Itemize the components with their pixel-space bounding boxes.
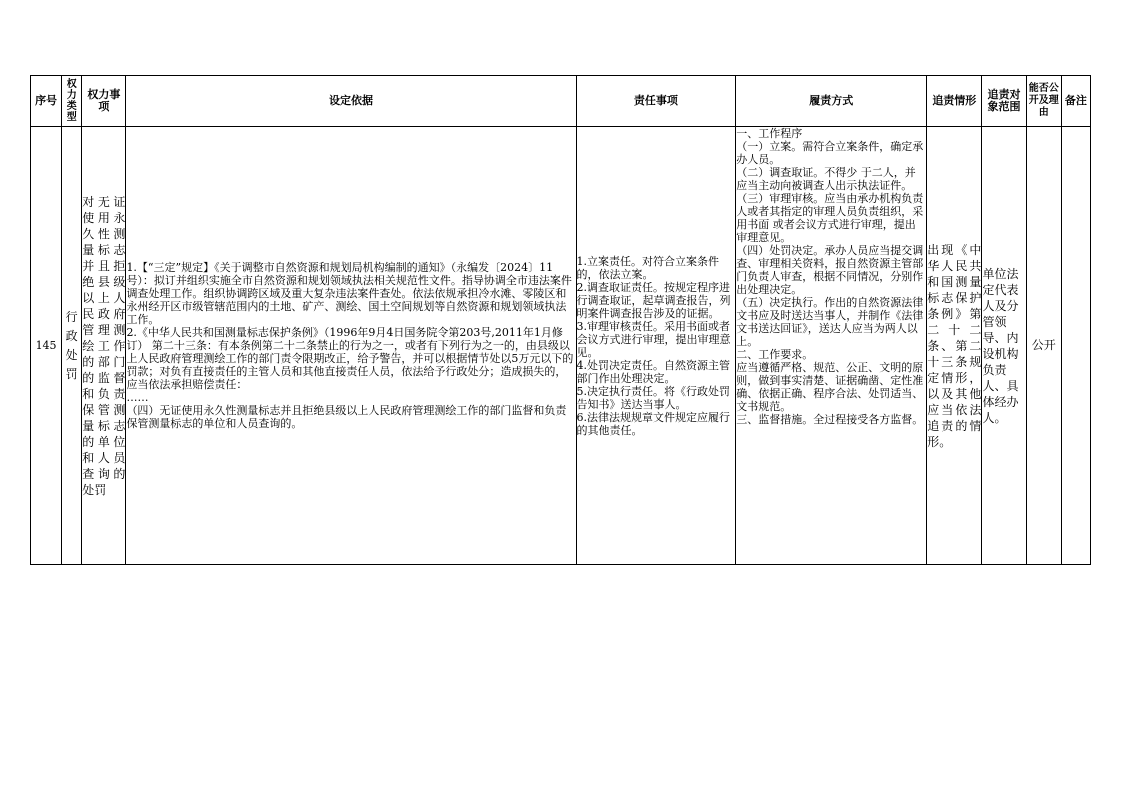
row-responsibility [576,127,736,565]
row-disclosure: 公开 [1026,127,1061,565]
row-basis [126,127,576,565]
row-remark [1061,127,1090,565]
header-basis: 设定依据 [126,76,576,127]
header-scope: 追责对象范围 [982,76,1026,127]
header-row [31,76,1091,127]
row-accountability: 出现《中华人民共和国测量标志保护条例》第二十二条、第二十三条规定情形，以及其他应当依法追责的情形。 [927,127,982,565]
header-power-type: 权力类型 [62,76,82,127]
row-scope: 单位法定代表人及分管领导、内设机构负责人、具体经办人。 [982,127,1026,565]
header-disclosure: 能否公开及理由 [1026,76,1061,127]
header-power-item: 权力事项 [82,76,126,127]
header-method: 履责方式 [736,76,927,127]
basis-text: 1.【“三定”规定】《关于调整市自然资源和规划局机构编制的通知》（永编发〔2024〕11号）：拟订并组织实施全市自然资源和规划领域执法相关规范性文件。指导协调全市违法案件调查处理工作。组织协调跨区域及重大复杂违法案件查处。依法依规承担冷水滩、零陵区和永州经开区市级管辖范围内的土地、矿产、测绘、国土空间规划等自然资源和规划领域执法工作。 2.《中华人民共和国测量标志保护条例》（1996年9月4日国务院令第203号,2011年1月修订） 第二十三条：有本条例第二十二条禁止的行为之一，或者有下列行为之一的，由县级以上人民政府管理测绘工作的部门责令限期改正，给予警告，并可以根据情节处以5万元以下的罚款；对负有直接责任的主管人员和其他直接责任人员，依法给予行政处分；造成损失的，应当依法承担赔偿责任： …… （四）无证使用永久性测量标志并且拒绝县级以上人民政府管理测绘工作的部门监督和负责保管测量标志的单位和人员查询的。 [126,261,574,430]
row-seq: 145 [31,127,62,565]
power-list-table [30,75,1091,565]
table-row [31,127,1091,565]
header-accountability: 追责情形 [927,76,982,127]
responsibility-text: 1.立案责任。对符合立案条件的，依法立案。 2.调查取证责任。按规定程序进行调查取证，起草调查报告，列明案件调查报告涉及的证据。 3.审理审核责任。采用书面或者会议方式进行审理，提出审理意见。 4.处罚决定责任。自然资源主管部门作出处理决定。 5.决定执行责任。将《行政处罚告知书》送达当事人。 6.法律法规规章文件规定应履行的其他责任。 [576,254,731,437]
method-text: 一、工作程序 （一）立案。需符合立案条件，确定承办人员。 （二）调查取证。不得少 于二人，并应当主动向被调查人出示执法证件。 （三）审理审核。应当由承办机构负责人或者其指定的审理人员负责组织，采用书面 或者会议方式进行审理，提出审理意见。 （四）处罚决定。承办人员应当提交调查、审理相关资料，报自然资源主管部门负责人审查，根据不同情况，分别作出处理决定。 （五）决定执行。作出的自然资源法律文书应及时送达当事人，并制作《法律文书送达回证》，送达人应当为两人以上。 二、工作要求。 应当遵循严格、规范、公正、文明的原则，做到事实清楚、证据确凿、定性准确、依据正确、程序合法、处罚适当、文书规范。 三、监督措施。全过程接受各方监督。 [736,127,924,426]
header-remark: 备注 [1061,76,1090,127]
header-seq: 序号 [31,76,62,127]
header-responsibility: 责任事项 [576,76,736,127]
row-power-item: 对无证使用永久性测量标志并且拒绝县级以上人民政府管理测绘工作的部门的监督和负责保管测量标志的单位和人员查询的处罚 [82,127,126,565]
row-power-type: 行政处罚 [62,127,82,565]
row-method [736,127,927,565]
